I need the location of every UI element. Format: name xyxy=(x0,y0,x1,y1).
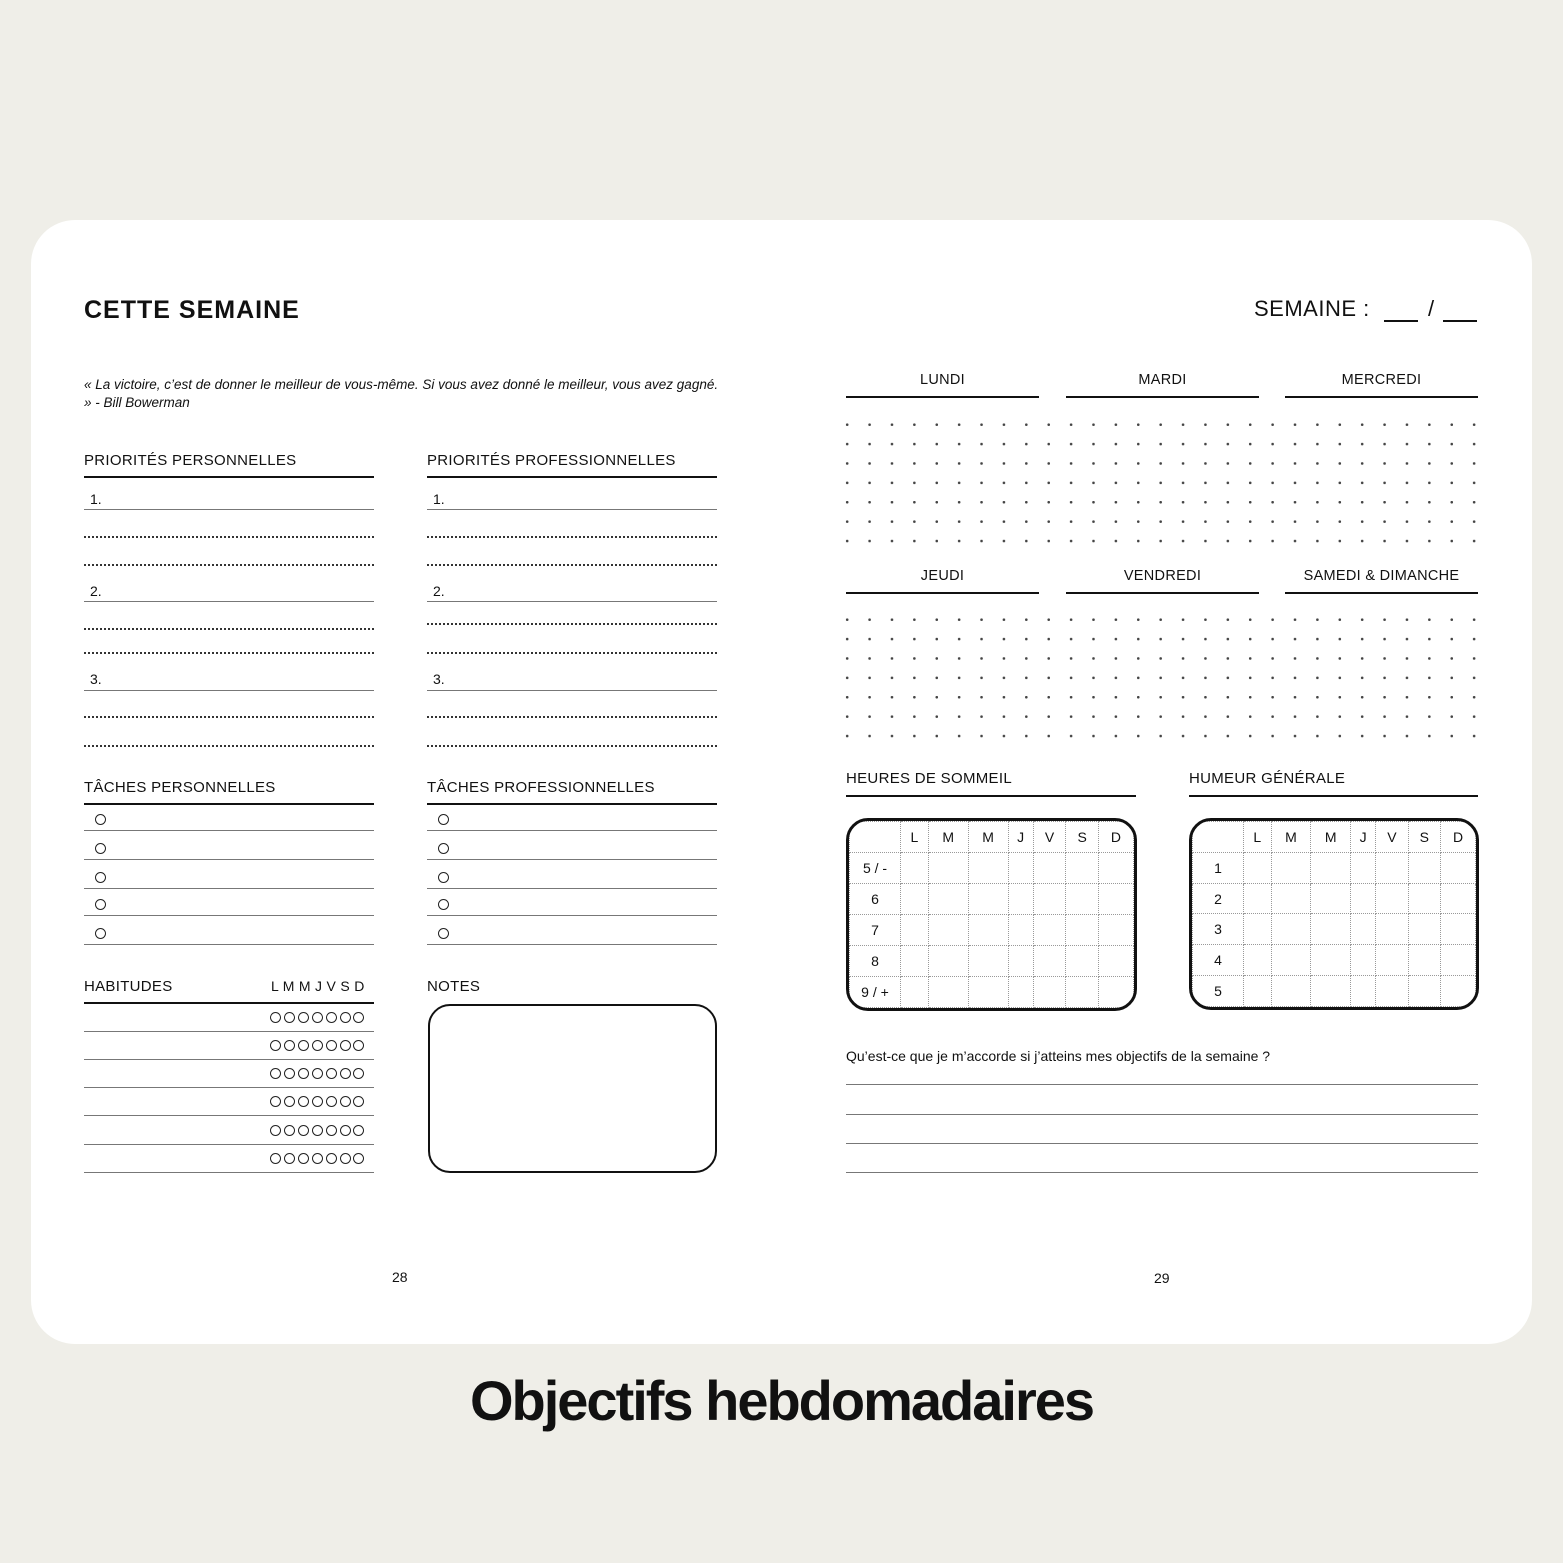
mood-grid-cell[interactable] xyxy=(1376,914,1408,945)
sleep-grid-cell[interactable] xyxy=(928,884,968,915)
sleep-grid-cell[interactable] xyxy=(968,915,1008,946)
writing-line[interactable] xyxy=(846,1114,1478,1115)
dotted-line[interactable] xyxy=(427,745,717,747)
reward-question: Qu’est-ce que je m’accorde si j’atteins mes objectifs de la semaine ? xyxy=(846,1048,1271,1064)
habit-checkbox[interactable] xyxy=(284,1068,295,1079)
day-weekend: SAMEDI & DIMANCHE xyxy=(1303,568,1460,584)
habit-checkbox[interactable] xyxy=(340,1153,351,1164)
mood-grid-cell[interactable] xyxy=(1441,883,1476,914)
habit-checkbox[interactable] xyxy=(340,1125,351,1136)
day-monday: LUNDI xyxy=(919,372,965,388)
mood-grid-cell[interactable] xyxy=(1271,883,1311,914)
mood-grid-cell[interactable] xyxy=(1351,945,1376,976)
sleep-grid-cell[interactable] xyxy=(1033,946,1066,977)
mood-grid-cell[interactable] xyxy=(1311,883,1351,914)
task-line[interactable] xyxy=(84,888,374,889)
mood-grid-cell[interactable] xyxy=(1408,976,1440,1007)
week-label-text: SEMAINE : xyxy=(1254,296,1370,321)
habit-checkbox[interactable] xyxy=(326,1012,337,1023)
sleep-grid-row-label: 8 xyxy=(850,946,901,977)
priority-number: 2. xyxy=(433,583,445,599)
habit-checkbox[interactable] xyxy=(270,1096,281,1107)
habit-checkbox[interactable] xyxy=(284,1125,295,1136)
habit-line[interactable] xyxy=(84,1031,374,1032)
mood-grid-day-header: M xyxy=(1271,822,1311,853)
notes-box[interactable] xyxy=(428,1004,717,1173)
mood-grid xyxy=(1189,818,1479,1010)
task-line[interactable] xyxy=(84,944,374,945)
mood-grid-cell[interactable] xyxy=(1271,852,1311,883)
habit-checkbox[interactable] xyxy=(312,1012,323,1023)
mood-grid-day-header: V xyxy=(1376,822,1408,853)
quote: « La victoire, c’est de donner le meilleur de vous-même. Si vous avez donné le meilleur, vous avez gagné. » - Bill Bowerman xyxy=(84,377,719,410)
sleep-grid-day-header: S xyxy=(1066,822,1099,853)
habit-checkbox[interactable] xyxy=(270,1125,281,1136)
mood-grid-cell[interactable] xyxy=(1408,883,1440,914)
habit-checkbox[interactable] xyxy=(326,1096,337,1107)
habit-checkbox[interactable] xyxy=(284,1012,295,1023)
dotted-line[interactable] xyxy=(427,536,717,538)
mood-grid-day-header: D xyxy=(1441,822,1476,853)
pro-tasks-title: TÂCHES PROFESSIONNELLES xyxy=(427,779,655,796)
sleep-grid-cell[interactable] xyxy=(1033,977,1066,1008)
week-total-blank[interactable] xyxy=(1443,320,1477,322)
task-line[interactable] xyxy=(84,830,374,831)
task-line[interactable] xyxy=(427,859,717,860)
mood-grid-cell[interactable] xyxy=(1244,852,1272,883)
mood-grid-cell[interactable] xyxy=(1408,945,1440,976)
sleep-grid-day-header: L xyxy=(901,822,929,853)
sleep-grid-day-header: M xyxy=(968,822,1008,853)
habit-checkbox[interactable] xyxy=(298,1153,309,1164)
personal-priorities-title: PRIORITÉS PERSONNELLES xyxy=(84,452,297,469)
mood-grid-cell[interactable] xyxy=(1376,945,1408,976)
sleep-grid-row-label: 9 / + xyxy=(850,977,901,1008)
sleep-grid-cell[interactable] xyxy=(968,853,1008,884)
sleep-grid-row-label: 6 xyxy=(850,884,901,915)
habit-checkbox[interactable] xyxy=(312,1096,323,1107)
heading-rule xyxy=(427,476,717,478)
habits-days: L M M J V S D xyxy=(271,978,365,994)
habit-checkbox[interactable] xyxy=(312,1040,323,1051)
mood-grid-cell[interactable] xyxy=(1311,945,1351,976)
page-number: 29 xyxy=(1154,1270,1170,1286)
task-line[interactable] xyxy=(427,915,717,916)
sleep-grid-cell[interactable] xyxy=(968,946,1008,977)
mood-grid-cell[interactable] xyxy=(1271,914,1311,945)
sleep-grid-cell[interactable] xyxy=(1008,977,1033,1008)
mood-grid-day-header: J xyxy=(1351,822,1376,853)
sleep-grid-cell[interactable] xyxy=(1098,884,1133,915)
sleep-grid-cell[interactable] xyxy=(1066,977,1099,1008)
task-checkbox[interactable] xyxy=(438,928,449,939)
mood-grid-cell[interactable] xyxy=(1408,914,1440,945)
task-checkbox[interactable] xyxy=(438,872,449,883)
mood-grid-day-header: M xyxy=(1311,822,1351,853)
priority-number: 2. xyxy=(90,583,102,599)
sleep-grid-day-header: J xyxy=(1008,822,1033,853)
habit-checkbox[interactable] xyxy=(312,1068,323,1079)
day-rule xyxy=(846,592,1039,594)
habit-checkbox[interactable] xyxy=(340,1068,351,1079)
sleep-grid-cell[interactable] xyxy=(1098,977,1133,1008)
dotted-line[interactable] xyxy=(84,536,374,538)
notes-title: NOTES xyxy=(427,978,481,995)
day-rule xyxy=(1066,592,1259,594)
mood-grid-cell[interactable] xyxy=(1351,883,1376,914)
task-checkbox[interactable] xyxy=(438,843,449,854)
day-thursday: JEUDI xyxy=(920,568,965,584)
habit-checkbox[interactable] xyxy=(270,1068,281,1079)
sleep-grid-cell[interactable] xyxy=(928,977,968,1008)
day-rule xyxy=(1285,592,1478,594)
mood-grid-cell[interactable] xyxy=(1351,914,1376,945)
mood-grid-cell[interactable] xyxy=(1311,914,1351,945)
habit-checkbox[interactable] xyxy=(270,1040,281,1051)
task-checkbox[interactable] xyxy=(95,928,106,939)
mood-grid-cell[interactable] xyxy=(1271,945,1311,976)
task-line[interactable] xyxy=(427,888,717,889)
week-label xyxy=(1254,296,1370,322)
week-blank[interactable] xyxy=(1384,320,1418,322)
dotted-line[interactable] xyxy=(427,716,717,718)
task-checkbox[interactable] xyxy=(95,843,106,854)
habit-checkbox[interactable] xyxy=(298,1125,309,1136)
priority-line[interactable] xyxy=(84,601,374,602)
mood-grid-cell[interactable] xyxy=(1441,914,1476,945)
mood-grid-cell[interactable] xyxy=(1441,945,1476,976)
priority-line[interactable] xyxy=(84,509,374,510)
sleep-grid-day-header: D xyxy=(1098,822,1133,853)
mood-grid-cell[interactable] xyxy=(1244,945,1272,976)
dotted-line[interactable] xyxy=(84,652,374,654)
habit-checkbox[interactable] xyxy=(284,1040,295,1051)
writing-line[interactable] xyxy=(846,1172,1478,1173)
sleep-grid-cell[interactable] xyxy=(1098,915,1133,946)
mood-grid-corner xyxy=(1193,822,1244,853)
task-line[interactable] xyxy=(84,915,374,916)
sleep-grid-row-label: 5 / - xyxy=(850,853,901,884)
dotted-line[interactable] xyxy=(84,716,374,718)
sleep-grid-cell[interactable] xyxy=(1008,884,1033,915)
mood-grid-cell[interactable] xyxy=(1351,852,1376,883)
habit-line[interactable] xyxy=(84,1059,374,1060)
mood-grid-row-label: 5 xyxy=(1193,976,1244,1007)
mood-grid-cell[interactable] xyxy=(1376,976,1408,1007)
habits-title: HABITUDES xyxy=(84,978,173,995)
sleep-grid-day-header: V xyxy=(1033,822,1066,853)
day-rule xyxy=(1066,396,1259,398)
day-friday: VENDREDI xyxy=(1123,568,1202,584)
habit-checkbox[interactable] xyxy=(298,1096,309,1107)
sleep-grid-cell[interactable] xyxy=(901,977,929,1008)
priority-line[interactable] xyxy=(84,690,374,691)
priority-line[interactable] xyxy=(427,509,717,510)
habit-line[interactable] xyxy=(84,1144,374,1145)
mood-grid-cell[interactable] xyxy=(1311,852,1351,883)
sleep-grid-cell[interactable] xyxy=(901,853,929,884)
mood-grid-cell[interactable] xyxy=(1351,976,1376,1007)
habit-line[interactable] xyxy=(84,1087,374,1088)
sleep-grid-cell[interactable] xyxy=(1098,946,1133,977)
task-checkbox[interactable] xyxy=(95,814,106,825)
sleep-grid-cell[interactable] xyxy=(1066,915,1099,946)
sleep-grid-row-label: 7 xyxy=(850,915,901,946)
habit-checkbox[interactable] xyxy=(298,1012,309,1023)
sleep-grid-cell[interactable] xyxy=(1033,884,1066,915)
heading-rule xyxy=(427,803,717,805)
sleep-grid-corner xyxy=(850,822,901,853)
day-wednesday: MERCREDI xyxy=(1341,372,1422,388)
mood-grid-cell[interactable] xyxy=(1311,976,1351,1007)
habit-checkbox[interactable] xyxy=(326,1153,337,1164)
priority-number: 1. xyxy=(433,491,445,507)
day-tuesday: MARDI xyxy=(1138,372,1187,388)
sleep-grid-cell[interactable] xyxy=(1008,853,1033,884)
mood-grid-day-header: S xyxy=(1408,822,1440,853)
sleep-grid-cell[interactable] xyxy=(1033,915,1066,946)
mood-grid-cell[interactable] xyxy=(1408,852,1440,883)
mood-grid-cell[interactable] xyxy=(1244,976,1272,1007)
sleep-grid-cell[interactable] xyxy=(901,884,929,915)
habit-checkbox[interactable] xyxy=(326,1068,337,1079)
mood-grid-row-label: 3 xyxy=(1193,914,1244,945)
task-checkbox[interactable] xyxy=(438,899,449,910)
mood-grid-row-label: 1 xyxy=(1193,852,1244,883)
sleep-grid-cell[interactable] xyxy=(1066,884,1099,915)
habit-checkbox[interactable] xyxy=(312,1153,323,1164)
pro-priorities-title: PRIORITÉS PROFESSIONNELLES xyxy=(427,452,676,469)
priority-line[interactable] xyxy=(427,690,717,691)
habit-checkbox[interactable] xyxy=(270,1153,281,1164)
heading-rule xyxy=(846,795,1136,797)
habit-checkbox[interactable] xyxy=(340,1012,351,1023)
dotted-line[interactable] xyxy=(427,564,717,566)
caption: Objectifs hebdomadaires xyxy=(469,1369,1094,1432)
task-checkbox[interactable] xyxy=(95,899,106,910)
mood-grid-cell[interactable] xyxy=(1244,914,1272,945)
habit-checkbox[interactable] xyxy=(284,1153,295,1164)
sleep-grid-cell[interactable] xyxy=(1008,915,1033,946)
priority-number: 1. xyxy=(90,491,102,507)
priority-line[interactable] xyxy=(427,601,717,602)
habit-checkbox[interactable] xyxy=(340,1040,351,1051)
habit-checkbox[interactable] xyxy=(326,1040,337,1051)
task-line[interactable] xyxy=(427,944,717,945)
mood-grid-cell[interactable] xyxy=(1271,976,1311,1007)
sleep-grid xyxy=(846,818,1137,1011)
mood-grid-cell[interactable] xyxy=(1441,976,1476,1007)
dotted-line[interactable] xyxy=(84,564,374,566)
day-rule xyxy=(1285,396,1478,398)
personal-tasks-title: TÂCHES PERSONNELLES xyxy=(84,779,276,796)
sleep-grid-cell[interactable] xyxy=(1033,853,1066,884)
priority-number: 3. xyxy=(433,671,445,687)
habit-checkbox[interactable] xyxy=(298,1040,309,1051)
sleep-grid-cell[interactable] xyxy=(1066,946,1099,977)
page-number: 28 xyxy=(392,1269,408,1285)
habit-line[interactable] xyxy=(84,1172,374,1173)
writing-line[interactable] xyxy=(846,1143,1478,1144)
habit-checkbox[interactable] xyxy=(270,1012,281,1023)
writing-line[interactable] xyxy=(846,1084,1478,1085)
mood-grid-cell[interactable] xyxy=(1244,883,1272,914)
dotted-line[interactable] xyxy=(427,623,717,625)
task-line[interactable] xyxy=(427,830,717,831)
sleep-grid-cell[interactable] xyxy=(968,884,1008,915)
sleep-title: HEURES DE SOMMEIL xyxy=(846,770,1012,787)
dotted-line[interactable] xyxy=(84,628,374,630)
priority-number: 3. xyxy=(90,671,102,687)
sleep-grid-cell[interactable] xyxy=(928,853,968,884)
habit-line[interactable] xyxy=(84,1115,374,1116)
mood-grid-cell[interactable] xyxy=(1376,883,1408,914)
task-checkbox[interactable] xyxy=(95,872,106,883)
dotted-line[interactable] xyxy=(427,652,717,654)
mood-grid-day-header: L xyxy=(1244,822,1272,853)
habit-checkbox[interactable] xyxy=(340,1096,351,1107)
heading-rule xyxy=(1189,795,1478,797)
sleep-grid-cell[interactable] xyxy=(1008,946,1033,977)
heading-rule xyxy=(84,476,374,478)
task-line[interactable] xyxy=(84,859,374,860)
sleep-grid-day-header: M xyxy=(928,822,968,853)
sleep-grid-cell[interactable] xyxy=(968,977,1008,1008)
sleep-grid-cell[interactable] xyxy=(1066,853,1099,884)
habit-checkbox[interactable] xyxy=(284,1096,295,1107)
dotted-line[interactable] xyxy=(84,745,374,747)
mood-grid-cell[interactable] xyxy=(1376,852,1408,883)
habit-checkbox[interactable] xyxy=(326,1125,337,1136)
sleep-grid-cell[interactable] xyxy=(928,915,968,946)
mood-grid-row-label: 2 xyxy=(1193,883,1244,914)
sleep-grid-cell[interactable] xyxy=(928,946,968,977)
sleep-grid-cell[interactable] xyxy=(901,946,929,977)
mood-grid-row-label: 4 xyxy=(1193,945,1244,976)
mood-title: HUMEUR GÉNÉRALE xyxy=(1189,770,1346,787)
habit-checkbox[interactable] xyxy=(312,1125,323,1136)
heading-rule xyxy=(84,1002,374,1004)
task-checkbox[interactable] xyxy=(438,814,449,825)
sleep-grid-cell[interactable] xyxy=(901,915,929,946)
mood-grid-cell[interactable] xyxy=(1441,852,1476,883)
sleep-grid-cell[interactable] xyxy=(1098,853,1133,884)
dot-grid-week-bottom[interactable] xyxy=(836,610,1488,746)
page-title: CETTE SEMAINE xyxy=(84,296,300,324)
week-separator: / xyxy=(1428,296,1435,321)
day-rule xyxy=(846,396,1039,398)
heading-rule xyxy=(84,803,374,805)
habit-checkbox[interactable] xyxy=(298,1068,309,1079)
dot-grid-week-top[interactable] xyxy=(836,415,1488,551)
